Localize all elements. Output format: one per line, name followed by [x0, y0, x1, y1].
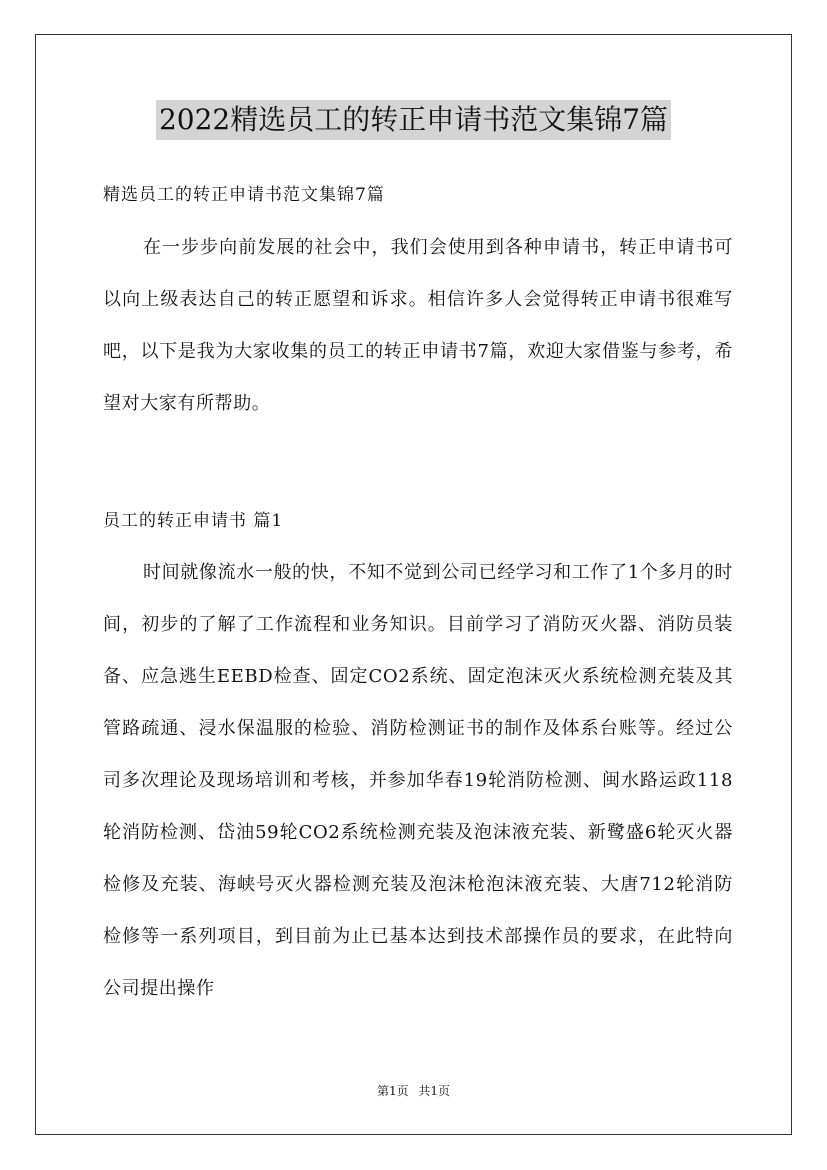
page-number: 第1页 — [376, 1084, 409, 1098]
document-title: 2022精选员工的转正申请书范文集锦7篇 — [156, 100, 671, 140]
section-paragraph: 时间就像流水一般的快，不知不觉到公司已经学习和工作了1个多月的时间，初步的了解了工作流程和业务知识。目前学习了消防灭火器、消防员装备、应急逃生EEBD检查、固定CO2系统、固定泡沫灭火系统检测充装及其管路疏通、浸水保温服的检验、消防检测证书的制作及体系台账等。经过公司多次理论及现场培训和考核，并参加华春19轮消防检测、闽水路运政118轮消防检测、岱油59轮CO2系统检测充装及泡沫液充装、新鹭盛6轮灭火器检修及充装、海峡号灭火器检测充装及泡沫枪泡沫液充装、大唐712轮消防检修等一系列项目，到目前为止已基本达到技术部操作员的要求，在此特向公司提出操作 — [103, 562, 733, 999]
section-heading: 员工的转正申请书 篇1 — [103, 511, 284, 531]
page-footer — [0, 1082, 827, 1099]
page-total: 共1页 — [418, 1084, 451, 1098]
intro-paragraph: 在一步步向前发展的社会中，我们会使用到各种申请书，转正申请书可以向上级表达自己的转正愿望和诉求。相信许多人会觉得转正申请书很难写吧，以下是我为大家收集的员工的转正申请书7篇，欢迎大家借鉴与参考，希望对大家有所帮助。 — [103, 237, 733, 414]
title-container — [0, 100, 827, 140]
document-subtitle: 精选员工的转正申请书范文集锦7篇 — [103, 185, 385, 205]
